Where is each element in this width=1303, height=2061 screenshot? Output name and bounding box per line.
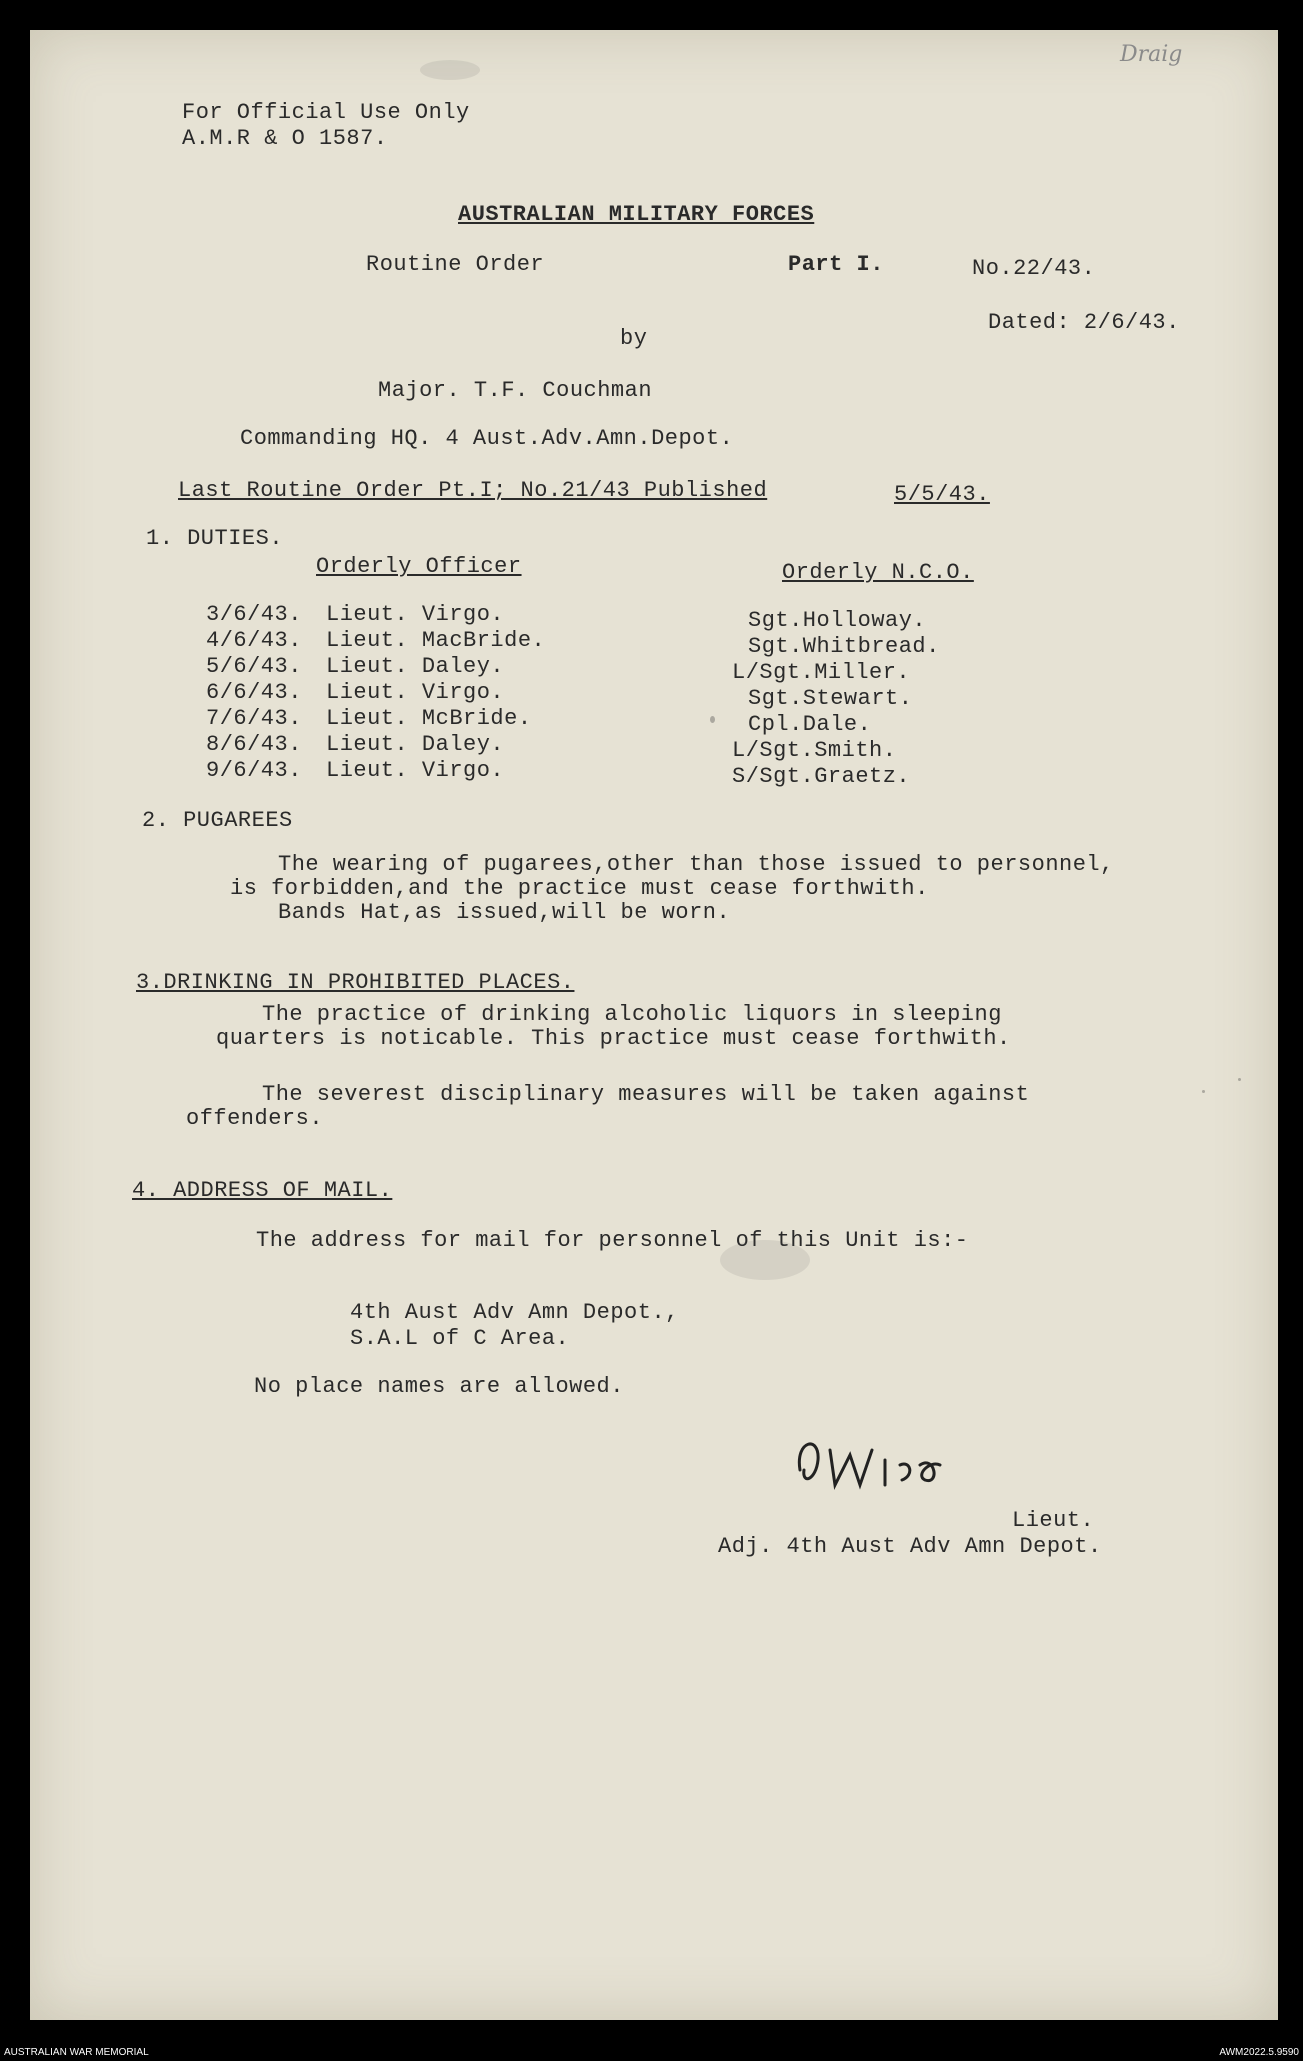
duty-officer: Lieut. Daley. — [326, 654, 505, 679]
orderly-nco-header: Orderly N.C.O. — [782, 560, 974, 585]
pugarees-heading: 2. PUGAREES — [142, 808, 293, 833]
ink-smudge — [420, 60, 480, 80]
drinking-line: quarters is noticable. This practice must cease forthwith. — [216, 1026, 1011, 1051]
mail-heading: 4. ADDRESS OF MAIL. — [132, 1178, 393, 1203]
duty-date: 4/6/43. — [206, 628, 302, 653]
mail-address-line: S.A.L of C Area. — [350, 1326, 570, 1351]
duty-officer: Lieut. Virgo. — [326, 680, 505, 705]
duty-officer: Lieut. Virgo. — [326, 758, 505, 783]
signature-scrawl — [790, 1430, 990, 1505]
order-date: Dated: 2/6/43. — [988, 310, 1180, 335]
duty-nco: Sgt.Whitbread. — [748, 634, 940, 659]
signature-rank: Lieut. — [1012, 1508, 1095, 1533]
pugarees-line: is forbidden,and the practice must cease forthwith. — [230, 876, 929, 901]
order-part: Part I. — [788, 252, 884, 277]
duty-date: 5/6/43. — [206, 654, 302, 679]
duty-nco: L/Sgt.Miller. — [732, 660, 911, 685]
duty-officer: Lieut. Daley. — [326, 732, 505, 757]
document-page — [30, 30, 1278, 2020]
ink-speck — [1202, 1090, 1205, 1093]
pugarees-line: The wearing of pugarees,other than those issued to personnel, — [278, 852, 1114, 877]
signature-graphic — [790, 1430, 990, 1500]
signature-title: Adj. 4th Aust Adv Amn Depot. — [718, 1534, 1102, 1559]
orderly-officer-header: Orderly Officer — [316, 554, 522, 579]
duty-nco: Sgt.Holloway. — [748, 608, 927, 633]
last-order-line: Last Routine Order Pt.I; No.21/43 Published — [178, 478, 768, 503]
duty-officer: Lieut. McBride. — [326, 706, 532, 731]
mail-address-line: 4th Aust Adv Amn Depot., — [350, 1300, 679, 1325]
mail-line: The address for mail for personnel of this Unit is:- — [256, 1228, 969, 1253]
duties-heading: 1. DUTIES. — [146, 526, 284, 551]
duty-nco: L/Sgt.Smith. — [732, 738, 897, 763]
drinking-line: The practice of drinking alcoholic liquors in sleeping — [262, 1002, 1002, 1027]
duty-officer: Lieut. Virgo. — [326, 602, 505, 627]
drinking-line: offenders. — [186, 1106, 324, 1131]
duty-date: 9/6/43. — [206, 758, 302, 783]
drinking-heading: 3.DRINKING IN PROHIBITED PLACES. — [136, 970, 575, 995]
official-use-line: For Official Use Only — [182, 100, 470, 125]
by-label: by — [620, 326, 648, 351]
pugarees-line: Bands Hat,as issued,will be worn. — [278, 900, 731, 925]
duty-date: 7/6/43. — [206, 706, 302, 731]
form-number: A.M.R & O 1587. — [182, 126, 388, 151]
ink-speck — [710, 716, 715, 723]
document-title: AUSTRALIAN MILITARY FORCES — [458, 202, 815, 227]
commanding-officer: Major. T.F. Couchman — [378, 378, 653, 403]
command-line: Commanding HQ. 4 Aust.Adv.Amn.Depot. — [240, 426, 734, 451]
ink-smudge — [720, 1240, 810, 1280]
ink-speck — [1238, 1078, 1241, 1081]
order-number: No.22/43. — [972, 256, 1096, 281]
duty-nco: Sgt.Stewart. — [748, 686, 913, 711]
drinking-line: The severest disciplinary measures will be taken against — [262, 1082, 1030, 1107]
duty-date: 6/6/43. — [206, 680, 302, 705]
duty-nco: Cpl.Dale. — [748, 712, 872, 737]
last-order-date: 5/5/43. — [894, 482, 990, 507]
footer-credit: AUSTRALIAN WAR MEMORIAL — [4, 2047, 149, 2058]
duty-date: 8/6/43. — [206, 732, 302, 757]
duty-officer: Lieut. MacBride. — [326, 628, 546, 653]
mail-note: No place names are allowed. — [254, 1374, 624, 1399]
order-label: Routine Order — [366, 252, 545, 277]
footer-reference: AWM2022.5.9590 — [1219, 2047, 1299, 2058]
pencil-annotation: Draig — [1120, 42, 1183, 67]
duty-date: 3/6/43. — [206, 602, 302, 627]
duty-nco: S/Sgt.Graetz. — [732, 764, 911, 789]
